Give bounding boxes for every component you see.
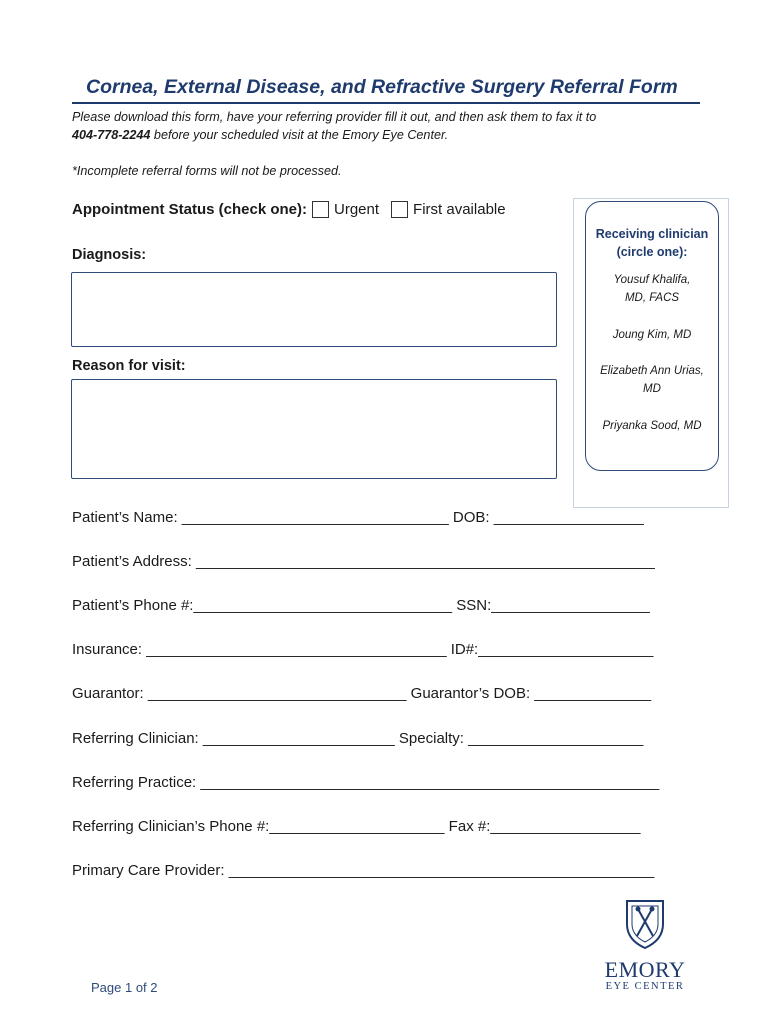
reason-field[interactable]: [71, 379, 557, 479]
emory-shield-icon: [624, 898, 666, 950]
reason-label: Reason for visit:: [72, 358, 186, 374]
urgent-checkbox[interactable]: [312, 201, 329, 218]
referring-practice-field[interactable]: Referring Practice: _______________________________________________________: [72, 774, 660, 791]
clinician-name-line: Joung Kim, MD: [612, 329, 692, 341]
page-number: Page 1 of 2: [91, 980, 158, 995]
intro-line-2: before your scheduled visit at the Emory Eye Center.: [150, 128, 449, 142]
clinician-panel-title: [586, 225, 718, 261]
clinician-title-line-2: (circle one):: [616, 245, 688, 259]
diagnosis-label: Diagnosis:: [72, 247, 147, 263]
referring-clinician-field[interactable]: Referring Clinician: _______________________ Specialty: _____________________: [72, 730, 644, 747]
first-available-label: First available: [413, 201, 506, 218]
patient-address-field[interactable]: Patient’s Address: _______________________________________________________: [72, 553, 655, 570]
guarantor-field[interactable]: Guarantor: _______________________________ Guarantor’s DOB: ______________: [72, 685, 652, 702]
insurance-id-field[interactable]: Insurance: ____________________________________ ID#:_____________________: [72, 641, 654, 658]
clinician-name-line: Elizabeth Ann Urias,: [600, 365, 704, 377]
clinician-title-line-1: Receiving clinician: [595, 227, 709, 241]
title-underline: [72, 102, 700, 104]
urgent-label: Urgent: [334, 201, 380, 218]
clinician-option-khalifa[interactable]: [586, 271, 718, 307]
first-available-checkbox[interactable]: [391, 201, 408, 218]
clinician-name-line: MD, FACS: [624, 292, 680, 304]
patient-name-dob-field[interactable]: Patient’s Name: ________________________________ DOB: __________________: [72, 509, 644, 526]
option-urgent: [312, 201, 379, 218]
form-title: Cornea, External Disease, and Refractive Surgery Referral Form: [86, 76, 678, 98]
receiving-clinician-panel: [585, 201, 719, 471]
patient-phone-ssn-field[interactable]: Patient’s Phone #:_______________________________ SSN:___________________: [72, 597, 650, 614]
incomplete-note: *Incomplete referral forms will not be processed.: [72, 164, 342, 178]
clinician-name-line: Priyanka Sood, MD: [602, 420, 702, 432]
clinician-option-sood[interactable]: [586, 417, 718, 435]
option-first-available: [391, 201, 506, 218]
primary-care-provider-field[interactable]: Primary Care Provider: ___________________________________________________: [72, 862, 655, 879]
logo-wordmark: EMORY: [604, 957, 686, 982]
clinician-option-kim[interactable]: [586, 326, 718, 344]
fax-number: 404-778-2244: [72, 128, 151, 142]
clinician-name-line: MD: [643, 383, 661, 395]
clinician-name-line: Yousuf Khalifa,: [613, 274, 691, 286]
clinician-option-urias[interactable]: [586, 362, 718, 398]
intro-line-1: Please download this form, have your referring provider fill it out, and then ask them to fax it to: [72, 110, 597, 124]
diagnosis-field[interactable]: [71, 272, 557, 347]
logo-subtitle: EYE CENTER: [605, 981, 685, 992]
appointment-status: [72, 201, 518, 218]
appointment-status-label: Appointment Status (check one):: [72, 201, 308, 218]
referring-phone-fax-field[interactable]: Referring Clinician’s Phone #:_____________________ Fax #:__________________: [72, 818, 641, 835]
emory-logo: [603, 898, 687, 994]
intro-text: [72, 108, 712, 144]
